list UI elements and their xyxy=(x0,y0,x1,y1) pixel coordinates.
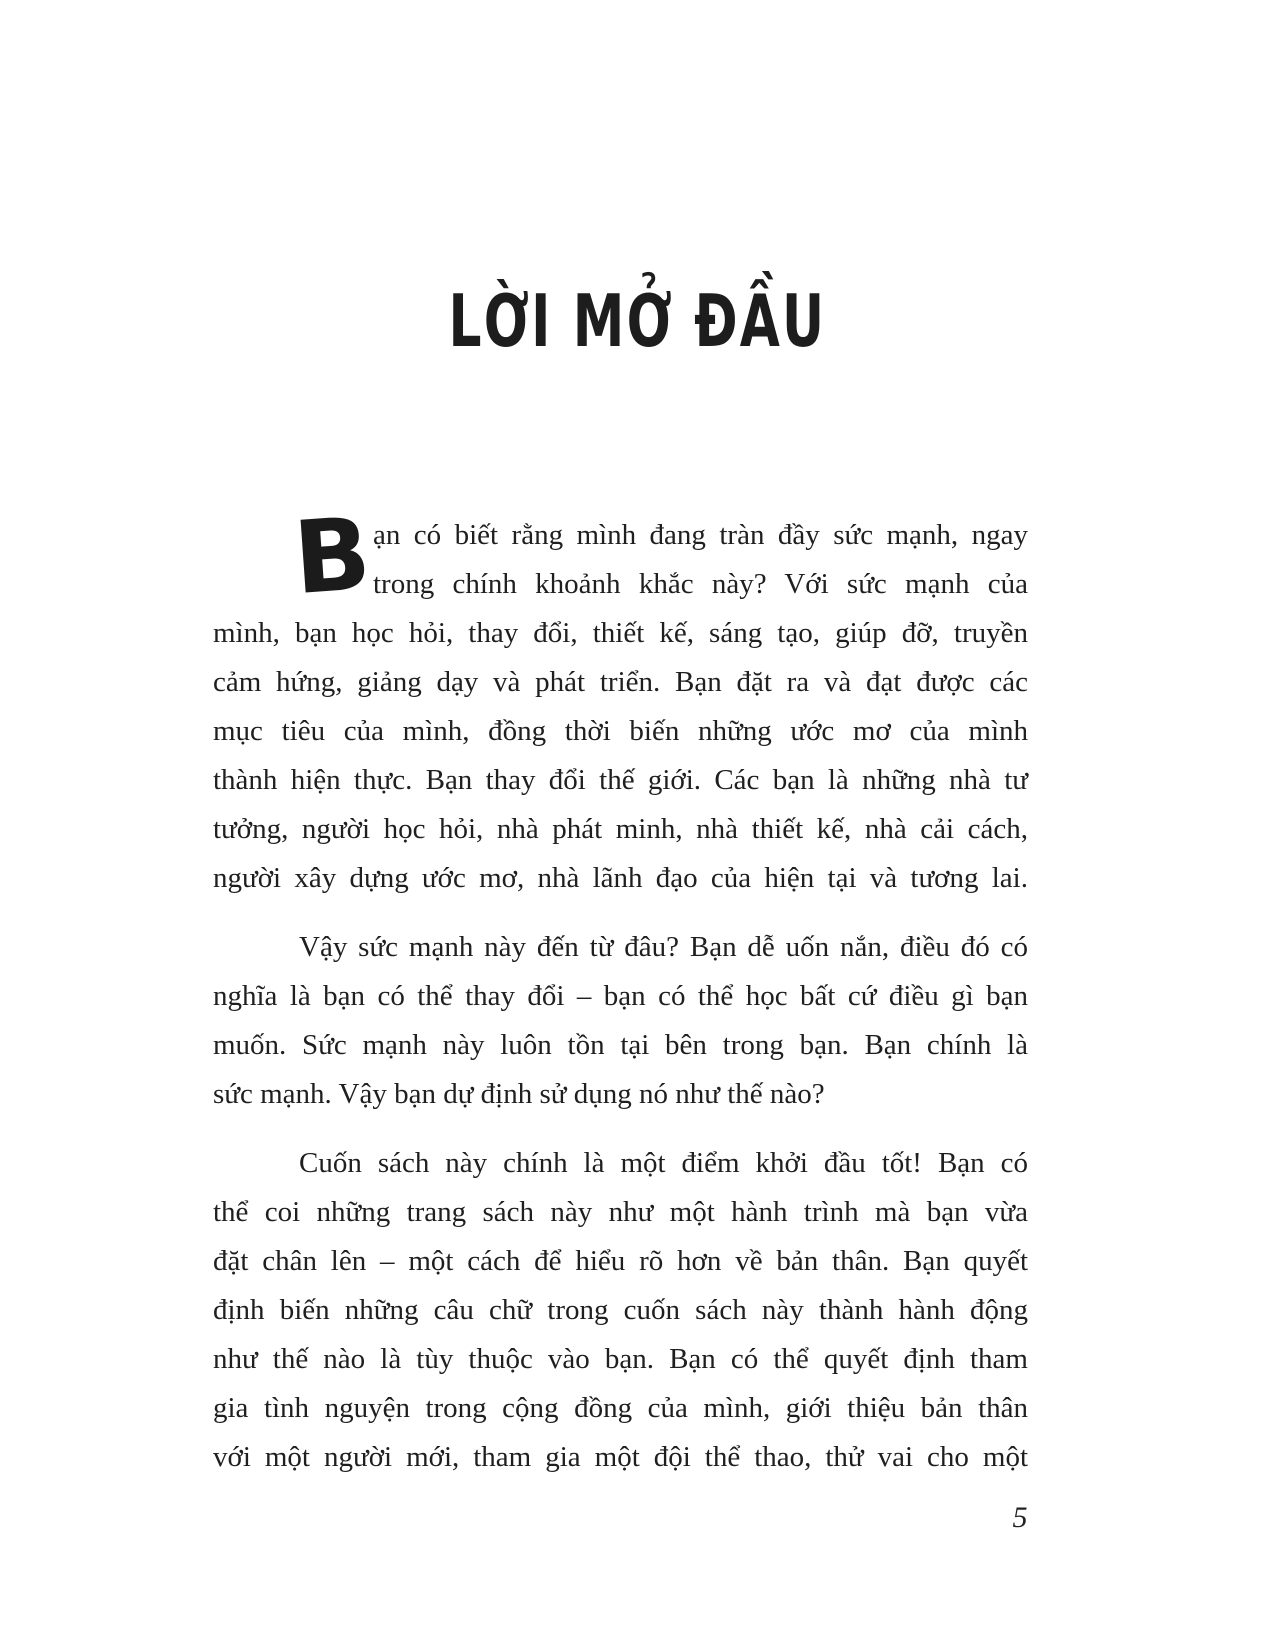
text-line: người xây dựng ước mơ, nhà lãnh đạo của hiện tại và tương lai. xyxy=(213,862,1028,894)
text-line: tưởng, người học hỏi, nhà phát minh, nhà thiết kế, nhà cải cách, xyxy=(213,813,1028,845)
text-line: ạn có biết rằng mình đang tràn đầy sức mạnh, ngay xyxy=(373,519,1028,551)
text-line: Cuốn sách này chính là một điểm khởi đầu tốt! Bạn có xyxy=(299,1147,1028,1179)
text-line: Vậy sức mạnh này đến từ đâu? Bạn dễ uốn nắn, điều đó có xyxy=(299,931,1028,963)
paragraph xyxy=(213,923,1028,1119)
text-line: sức mạnh. Vậy bạn dự định sử dụng nó như thế nào? xyxy=(213,1078,825,1110)
text-line: mình, bạn học hỏi, thay đổi, thiết kế, sáng tạo, giúp đỡ, truyền xyxy=(213,617,1028,649)
text-line: thể coi những trang sách này như một hành trình mà bạn vừa xyxy=(213,1196,1028,1228)
drop-cap-letter: B xyxy=(290,495,375,618)
text-line: muốn. Sức mạnh này luôn tồn tại bên trong bạn. Bạn chính là xyxy=(213,1029,1028,1061)
chapter-title-text: LỜI MỞ ĐẦU xyxy=(448,279,827,363)
text-line: gia tình nguyện trong cộng đồng của mình, giới thiệu bản thân xyxy=(213,1392,1028,1424)
paragraph xyxy=(213,1139,1028,1482)
chapter-title xyxy=(0,279,1275,363)
text-line: với một người mới, tham gia một đội thể thao, thử vai cho một xyxy=(213,1441,1028,1473)
text-line: như thế nào là tùy thuộc vào bạn. Bạn có thể quyết định tham xyxy=(213,1343,1028,1375)
text-line: trong chính khoảnh khắc này? Với sức mạnh của xyxy=(373,568,1028,600)
paragraph xyxy=(213,495,1028,903)
text-line: nghĩa là bạn có thể thay đổi – bạn có thể học bất cứ điều gì bạn xyxy=(213,980,1028,1012)
text-line: đặt chân lên – một cách để hiểu rõ hơn về bản thân. Bạn quyết xyxy=(213,1245,1028,1277)
page-number: 5 xyxy=(1012,1501,1028,1534)
body-text xyxy=(213,495,1028,1482)
text-line: cảm hứng, giảng dạy và phát triển. Bạn đặt ra và đạt được các xyxy=(213,666,1028,698)
text-line: mục tiêu của mình, đồng thời biến những ước mơ của mình xyxy=(213,715,1028,747)
text-line: định biến những câu chữ trong cuốn sách này thành hành động xyxy=(213,1294,1028,1326)
text-line: thành hiện thực. Bạn thay đổi thế giới. Các bạn là những nhà tư xyxy=(213,764,1028,796)
